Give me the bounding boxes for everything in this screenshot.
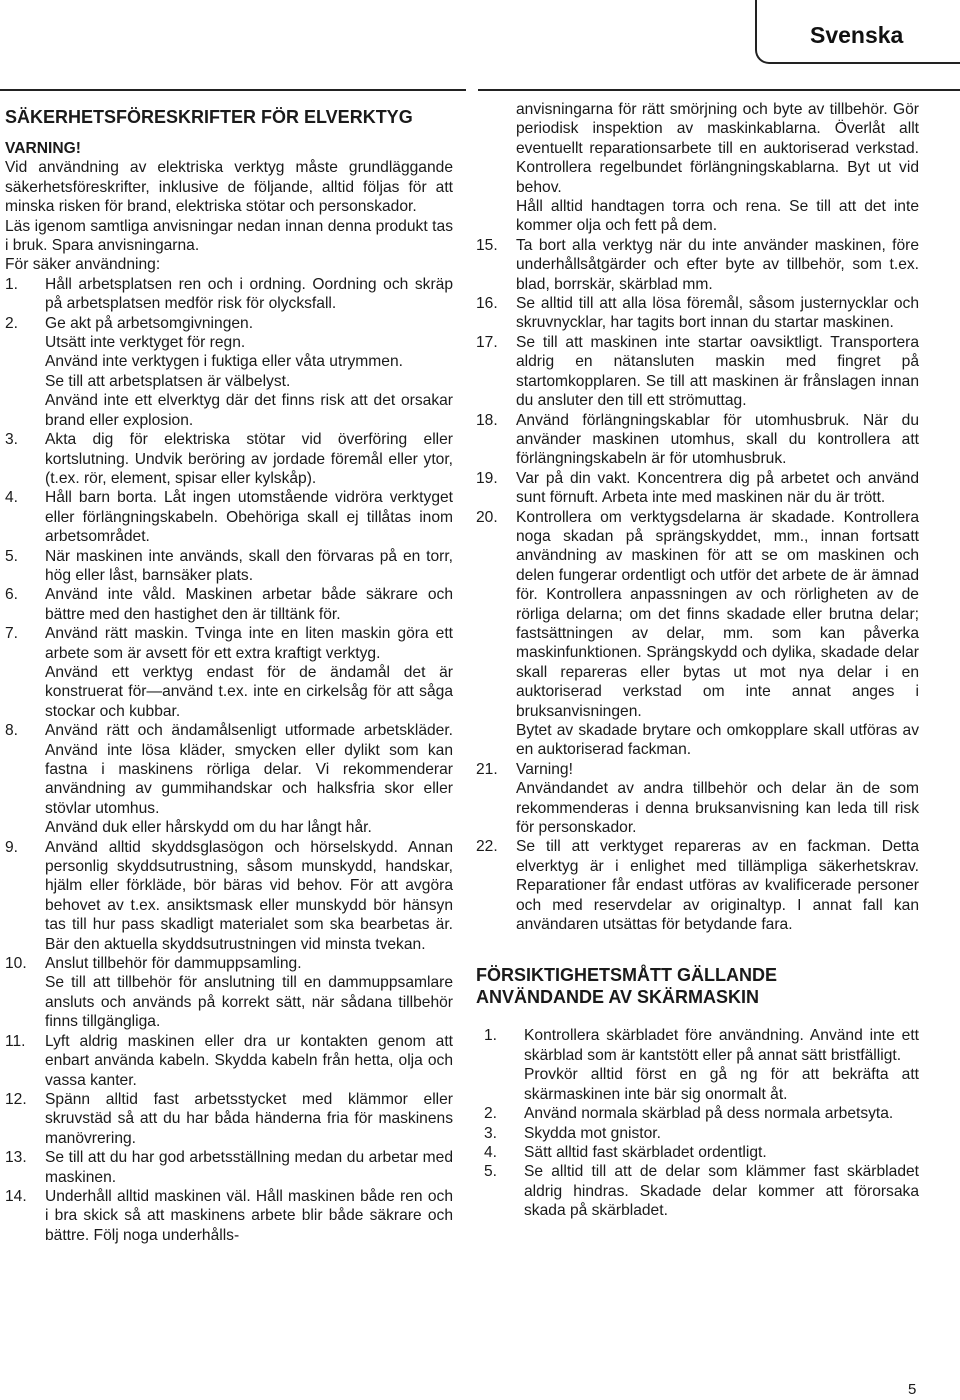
continuation-paragraph: anvisningarna för rätt smörjning och byte av tillbehör. Gör periodisk inspektion av maskinkablarna. Överlåt allt eventuellt reparationsarbete till en auktoriserad verkstad. Kontrollera regelbundet förlängningskablarna. Byt ut vid behov. <box>516 101 919 196</box>
list-item <box>476 411 919 469</box>
list-item <box>476 837 919 934</box>
item-text: Använd rätt och ändamålsenligt utformade arbetskläder. Använd inte lösa kläder, smycken eller dylikt som kan fastna i maskinens rörliga delar. Vi rekommenderar användning av gummihandskar och halksfria skor eller stövlar utomhus. <box>45 722 453 817</box>
item-text: Se till att arbetsplatsen är välbelyst. <box>45 372 291 390</box>
list-item <box>476 469 919 508</box>
item-number: 8. <box>5 722 19 740</box>
item-text: Använd normala skärblad på dess normala arbetsyta. <box>524 1105 894 1123</box>
item-text: Använd inte verktygen i fuktiga eller våta utrymmen. <box>45 353 403 371</box>
item-number: 21. <box>476 760 498 778</box>
intro-paragraph: För säker användning: <box>5 256 161 274</box>
item-text: Se alltid till att de delar som klämmer fast skärbladet aldrig hindras. Skadade delar kommer att förorsaka skada på skärbladet. <box>524 1163 919 1220</box>
list-item <box>484 1104 919 1123</box>
item-number: 5. <box>5 547 19 565</box>
item-number: 2. <box>484 1105 498 1123</box>
intro-paragraph: Läs igenom samtliga anvisningar nedan innan denna produkt tas i bruk. Spara anvisningarna. <box>5 217 453 255</box>
item-text: Spänn alltid fast arbetsstycket med klämmor eller skruvstäd så att du har båda händerna fria för maskinens manövrering. <box>45 1090 453 1147</box>
list-item <box>476 294 919 333</box>
item-text: Ge akt på arbetsomgivningen. <box>45 314 254 332</box>
item-number: 19. <box>476 469 498 487</box>
item-text: Använd ett verktyg endast för de ändamål det är konstruerat för—använd t.ex. inte en cirkelsåg för att såga stockar och kubbar. <box>45 663 453 720</box>
cutter-safety-heading <box>476 964 919 1008</box>
item-text: Skydda mot gnistor. <box>524 1124 661 1142</box>
item-text: Bytet av skadade brytare och omkopplare skall utföras av en auktoriserad fackman. <box>516 722 919 759</box>
language-tab <box>755 0 960 64</box>
warning-label: VARNING! <box>5 140 81 157</box>
item-number: 10. <box>5 955 27 973</box>
item-number: 9. <box>5 838 19 856</box>
list-item <box>5 954 453 1032</box>
cutter-item-list <box>476 1026 919 1220</box>
item-text: Se alltid till att alla lösa föremål, såsom justernycklar och skruvnycklar, har tagits bort innan du startar maskinen. <box>516 295 919 332</box>
item-text: Lyft aldrig maskinen eller dra ur kontakten genom att enbart använda kabeln. Skydda kabeln från hetta, olja och vassa kanter. <box>45 1032 453 1089</box>
list-item <box>484 1026 919 1104</box>
item-text: Anslut tillbehör för dammuppsamling. <box>45 955 302 973</box>
item-text: Varning! <box>516 760 573 778</box>
item-text: Använd inte våld. Maskinen arbetar både säkrare och bättre med den hastighet den är tilltänk för. <box>45 586 453 623</box>
item-number: 20. <box>476 508 498 526</box>
intro-paragraph: Vid användning av elektriska verktyg måste grundläggande säkerhetsföreskrifter, inklusive de följande, alltid följas för att minska risken för brand, elektriska stötar och personskador. <box>5 159 453 216</box>
continuation-block <box>476 100 919 236</box>
item-text: Använd alltid skyddsglasögon och hörselskydd. Annan personlig skyddsutrustning, såsom munskydd, handskar, hjälm eller förkläde, bör bäras vid behov. För att avgöra behovet av t.ex. ansiktsmask eller munskydd bör hänsyn tas till hur pass skadligt materialet som ska bearbetas är. Bär den aktuella skyddsutrustningen vid minsta tvekan. <box>45 838 453 953</box>
list-item <box>484 1143 919 1162</box>
list-item <box>484 1124 919 1143</box>
list-item <box>5 1090 453 1148</box>
item-number: 4. <box>5 489 19 507</box>
list-item <box>5 488 453 546</box>
item-number: 16. <box>476 295 498 313</box>
item-text: Se till att maskinen inte startar oavsiktligt. Transportera aldrig en nätansluten maskin med fingret på startomkopplaren. Se till att maskinen är frånslagen innan du ansluter den till ett strömuttag. <box>516 333 919 410</box>
list-item <box>5 430 453 488</box>
page-number: 5 <box>908 1381 917 1398</box>
item-number: 6. <box>5 586 19 604</box>
item-number: 5. <box>484 1163 498 1181</box>
item-text: Sätt alltid fast skärbladet ordentligt. <box>524 1143 767 1161</box>
list-item <box>476 508 919 760</box>
list-item <box>5 1032 453 1090</box>
item-text: Håll barn borta. Låt ingen utomstående vidröra verktyget eller förlängningskabeln. Obehöriga skall ej tillåtas inom arbetsområdet. <box>45 489 453 546</box>
item-number: 3. <box>484 1124 498 1142</box>
intro-block <box>5 158 453 274</box>
list-item <box>484 1162 919 1220</box>
item-text: Använd duk eller hårskydd om du har långt hår. <box>45 819 372 837</box>
list-item <box>476 333 919 411</box>
item-text: Använd förlängningskablar för utomhusbruk. När du använder maskinen utomhus, skall du kontrollera att förlängningskabeln är för utomhusbruk. <box>516 411 919 468</box>
right-item-list <box>476 236 919 935</box>
item-text: Se till att du har god arbetsställning medan du arbetar med maskinen. <box>45 1149 453 1186</box>
list-item <box>5 1187 453 1245</box>
item-number: 3. <box>5 431 19 449</box>
item-number: 4. <box>484 1143 498 1161</box>
item-text: Kontrollera om verktygsdelarna är skadade. Kontrollera noga skadan på sprängskyddet, mm., innan fortsatt användning av maskinen för att se om maskinen och delen fungerar ordentligt och utför det arbete de är ämnad för. Kontrollera anpassningen av och rörligheten av de rörliga delarna; om det finns skadade eller brutna delar; fastsättningen av delar, mm. som kan påverka maskinfunktionen. Sprängskydd och dylika, skadade delar skall repareras eller bytas ut mot nya delar i en auktoriserad verkstad om inte annat anges i bruksanvisningen. <box>516 508 919 720</box>
item-text: Ta bort alla verktyg när du inte använder maskinen, före underhållsåtgärder och efter byte av tillbehör, som t.ex. blad, borrskär, skärblad mm. <box>516 236 919 293</box>
item-text: Var på din vakt. Koncentrera dig på arbetet och använd sunt förnuft. Arbeta inte med maskinen när du är trött. <box>516 469 919 507</box>
list-item <box>5 624 453 721</box>
item-number: 22. <box>476 838 498 856</box>
left-rule <box>0 89 466 91</box>
list-item <box>5 585 453 624</box>
item-number: 18. <box>476 411 498 429</box>
item-number: 2. <box>5 314 19 332</box>
item-number: 17. <box>476 333 498 351</box>
item-text: Se till att verktyget repareras av en fackman. Detta elverktyg är i enlighet med tillämpliga säkerhetskrav. Reparationer får endast utföras av kvalificerade personer och med reservdelar av originaltyp. I annat fall kan användaren utsättas för betydande fara. <box>516 838 919 934</box>
safety-heading: SÄKERHETSFÖRESKRIFTER FÖR ELVERKTYG <box>5 107 413 127</box>
item-number: 7. <box>5 625 19 643</box>
list-item <box>5 275 453 314</box>
right-column <box>476 100 919 1221</box>
item-text: När maskinen inte används, skall den förvaras på en torr, hög eller låst, barnsäker plats. <box>45 547 453 584</box>
cutter-heading-line: ANVÄNDANDE AV SKÄRMASKIN <box>476 987 760 1008</box>
item-text: Användandet av andra tillbehör och delar än de som rekommenderas i denna bruksanvisning kan leda till risk för personskador. <box>516 780 919 837</box>
item-text: Utsätt inte verktyget för regn. <box>45 334 246 352</box>
item-text: Använd inte ett elverktyg där det finns risk att det orsakar brand eller explosion. <box>45 392 453 429</box>
right-rule <box>478 89 960 91</box>
item-text: Akta dig för elektriska stötar vid överföring eller kortslutning. Undvik beröring av jordade föremål eller ytor, (t.ex. rör, element, spisar eller kylskåp). <box>45 431 453 487</box>
item-text: Se till att tillbehör för anslutning till en dammuppsamlare ansluts och används på korrekt sätt, när sådana tillbehör finns tillgängliga. <box>45 974 453 1031</box>
list-item <box>476 236 919 294</box>
item-text: Använd rätt maskin. Tvinga inte en liten maskin göra ett arbete som är avsett för ett extra kraftigt verktyg. <box>45 625 453 662</box>
item-text: Provkör alltid först en gå ng för att bekräfta att skärmaskinen inte bär sig onormalt åt. <box>524 1066 919 1103</box>
left-item-list <box>5 275 453 1245</box>
item-number: 1. <box>484 1027 498 1045</box>
item-number: 14. <box>5 1187 27 1205</box>
list-item <box>5 1148 453 1187</box>
cutter-heading-line: FÖRSIKTIGHETSMÅTT GÄLLANDE <box>476 965 777 986</box>
item-number: 11. <box>5 1032 26 1050</box>
language-tab-label: Svenska <box>810 22 904 48</box>
list-item <box>5 547 453 586</box>
list-item <box>5 838 453 954</box>
left-column <box>5 100 453 1245</box>
item-text: Håll arbetsplatsen ren och i ordning. Oordning och skräp på arbetsplatsen medför risk för olycksfall. <box>45 275 453 313</box>
item-number: 15. <box>476 236 498 254</box>
list-item <box>5 721 453 837</box>
continuation-paragraph: Håll alltid handtagen torra och rena. Se till att det inte kommer olja och fett på dem. <box>516 198 919 235</box>
item-text: Kontrollera skärbladet före användning. Använd inte ett skärblad som är kantstött eller på annat sätt bristfälligt. <box>524 1027 919 1064</box>
item-text: Underhåll alltid maskinen väl. Håll maskinen både ren och i bra skick så att maskinens arbete blir både säkrare och bättre. Följ noga underhålls- <box>45 1187 453 1244</box>
item-number: 13. <box>5 1149 27 1167</box>
item-number: 1. <box>5 275 19 293</box>
list-item <box>5 314 453 430</box>
item-number: 12. <box>5 1090 27 1108</box>
list-item <box>476 760 919 838</box>
